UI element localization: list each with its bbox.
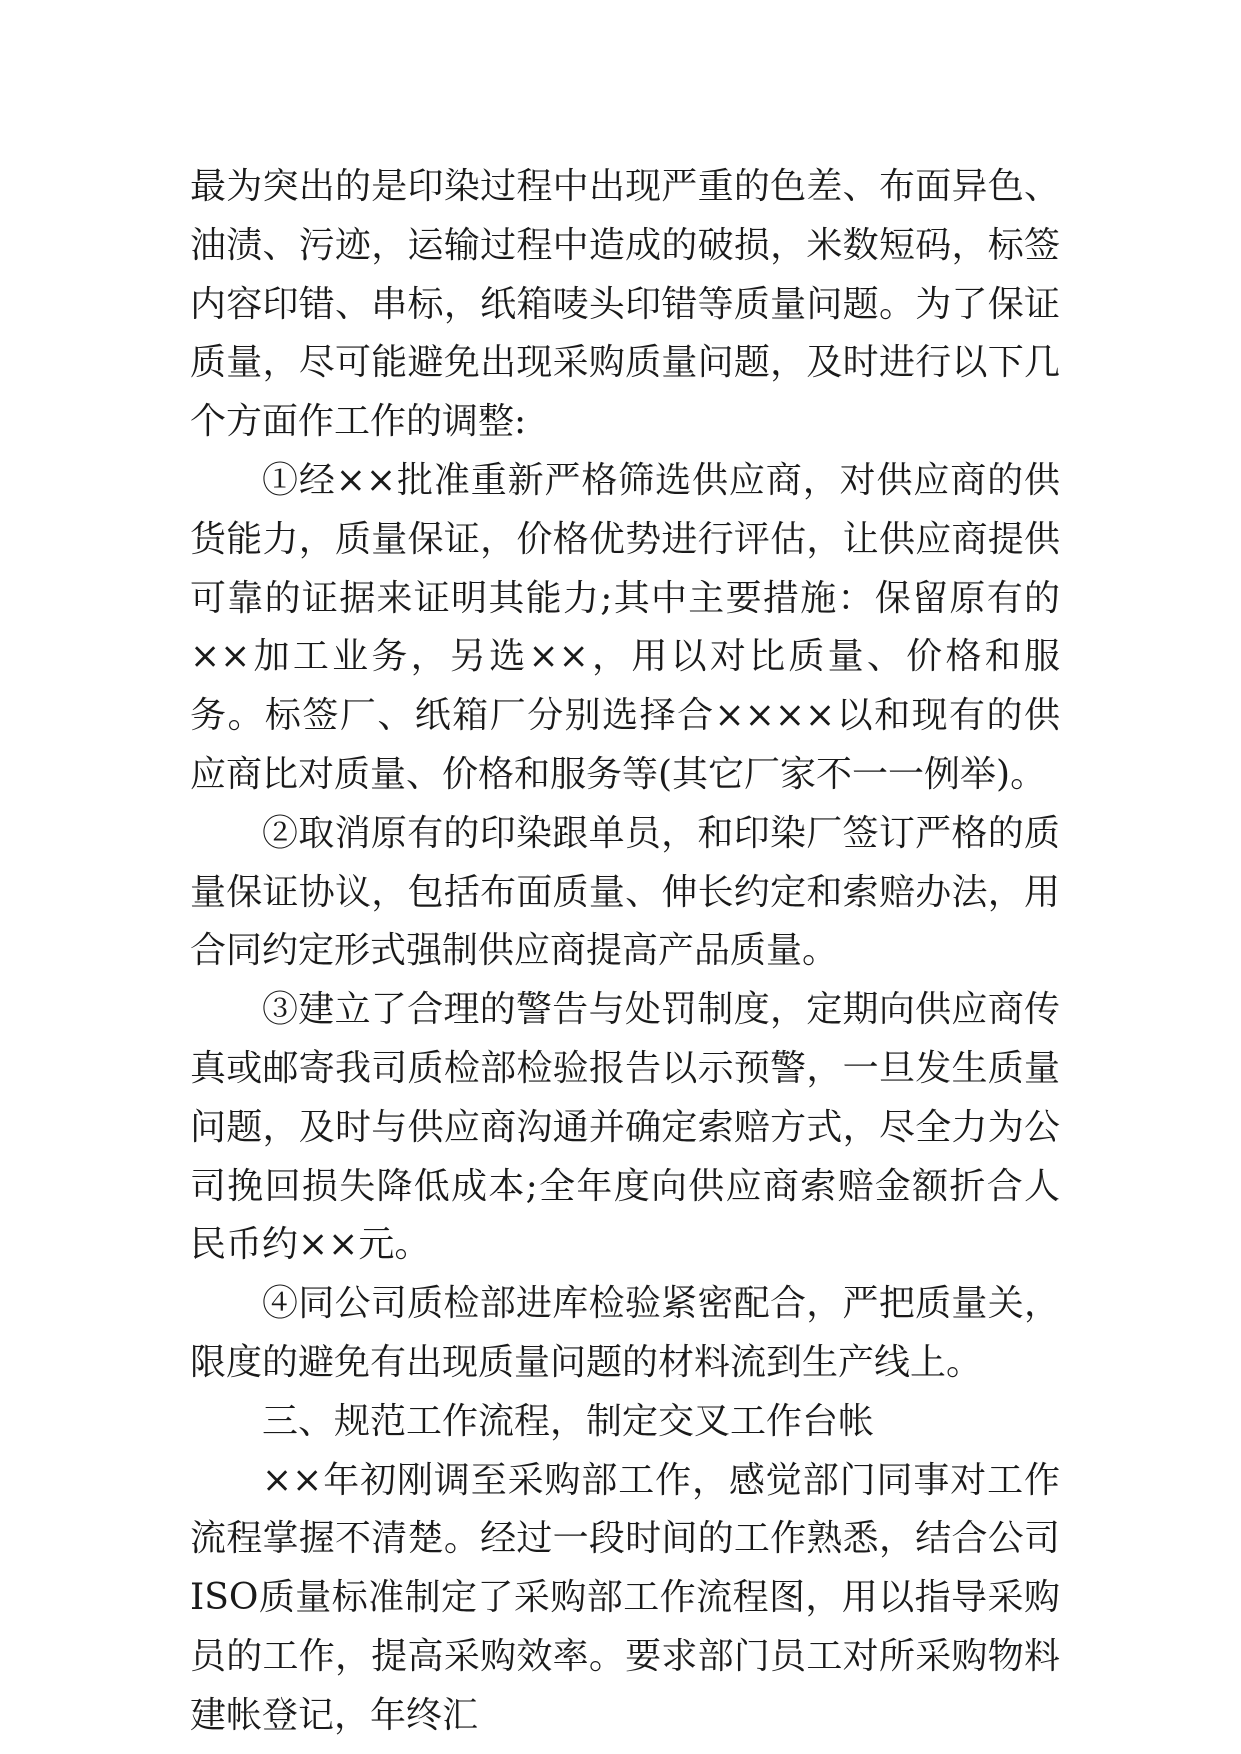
paragraph-workflow: ××年初刚调至采购部工作，感觉部门同事对工作流程掌握不清楚。经过一段时间的工作熟悉，结合公司ISO质量标准制定了采购部工作流程图，用以指导采购员的工作，提高采购效率。要求部门员工对所采购物料建帐登记，年终汇	[190, 1459, 1060, 1736]
section-heading-3: 三、规范工作流程，制定交叉工作台帐	[262, 1400, 875, 1442]
paragraph-quality-issues: 最为突出的是印染过程中出现严重的色差、布面异色、油渍、污迹，运输过程中造成的破损，米数短码，标签内容印错、串标，纸箱唛头印错等质量问题。为了保证质量，尽可能避免出现采购质量问题，及时进行以下几个方面作工作的调整:	[190, 166, 1060, 443]
paragraph-measure-2: ②取消原有的印染跟单员，和印染厂签订严格的质量保证协议，包括布面质量、伸长约定和索赔办法，用合同约定形式强制供应商提高产品质量。	[190, 812, 1060, 972]
document-body	[190, 158, 1060, 1746]
paragraph-measure-4: ④同公司质检部进库检验紧密配合，严把质量关，限度的避免有出现质量问题的材料流到生产线上。	[190, 1283, 1060, 1383]
paragraph-measure-1: ①经××批准重新严格筛选供应商，对供应商的供货能力，质量保证，价格优势进行评估，让供应商提供可靠的证据来证明其能力;其中主要措施：保留原有的××加工业务，另选××，用以对比质量、价格和服务。标签厂、纸箱厂分别选择合××××以和现有的供应商比对质量、价格和服务等(其它厂家不一一例举)。	[190, 459, 1060, 795]
paragraph-measure-3: ③建立了合理的警告与处罚制度，定期向供应商传真或邮寄我司质检部检验报告以示预警，一旦发生质量问题，及时与供应商沟通并确定索赔方式，尽全力为公司挽回损失降低成本;全年度向供应商索赔金额折合人民币约××元。	[190, 989, 1060, 1266]
